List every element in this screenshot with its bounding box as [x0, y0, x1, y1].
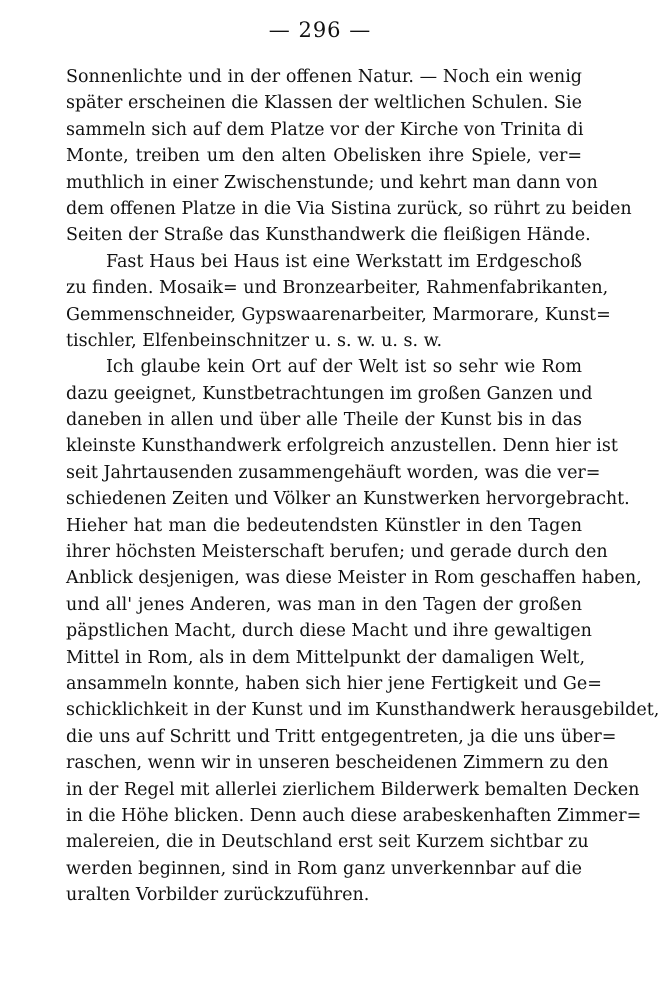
- text-line: Hieher hat man die bedeutendsten Künstler in den Tagen: [66, 515, 582, 536]
- text-line: werden beginnen, sind in Rom ganz unverkennbar auf die: [66, 858, 582, 879]
- text-line: in der Regel mit allerlei zierlichem Bilderwerk bemalten Decken: [66, 779, 640, 800]
- text-line: tischler, Elfenbeinschnitzer u. s. w. u. s. w.: [66, 330, 443, 351]
- paragraph: [66, 249, 611, 355]
- text-line: schiedenen Zeiten und Völker an Kunstwerken hervorgebracht.: [66, 489, 630, 510]
- text-line: sammeln sich auf dem Platze vor der Kirche von Trinita di: [66, 119, 584, 140]
- text-line: zu finden. Mosaik= und Bronzearbeiter, Rahmenfabrikanten,: [66, 278, 609, 299]
- text-line: Anblick desjenigen, was diese Meister in Rom geschaffen haben,: [66, 568, 642, 589]
- paragraph: [66, 64, 632, 249]
- text-line: dazu geeignet, Kunstbetrachtungen im großen Ganzen und: [66, 383, 593, 404]
- text-line: päpstlichen Macht, durch diese Macht und ihre gewaltigen: [66, 621, 592, 642]
- text-line: Seiten der Straße das Kunsthandwerk die fleißigen Hände.: [66, 225, 591, 246]
- text-line: Mittel in Rom, als in dem Mittelpunkt der damaligen Welt,: [66, 647, 586, 668]
- text-line: muthlich in einer Zwischenstunde; und kehrt man dann von: [66, 172, 598, 193]
- text-line: Ich glaube kein Ort auf der Welt ist so sehr wie Rom: [106, 357, 582, 378]
- text-line: dem offenen Platze in die Via Sistina zurück, so rührt zu beiden: [66, 198, 632, 219]
- text-line: raschen, wenn wir in unseren bescheidenen Zimmern zu den: [66, 753, 609, 774]
- page-number: — 296 —: [268, 18, 372, 42]
- text-line: Monte, treiben um den alten Obelisken ihre Spiele, ver=: [66, 146, 582, 167]
- text-line: später erscheinen die Klassen der weltlichen Schulen. Sie: [66, 93, 582, 114]
- text-line: schicklichkeit in der Kunst und im Kunsthandwerk herausgebildet,: [66, 700, 659, 721]
- text-line: ansammeln konnte, haben sich hier jene Fertigkeit und Ge=: [66, 673, 602, 694]
- text-line: Gemmenschneider, Gypswaarenarbeiter, Marmorare, Kunst=: [66, 304, 611, 325]
- text-line: die uns auf Schritt und Tritt entgegentreten, ja die uns über=: [66, 726, 617, 747]
- text-line: Sonnenlichte und in der offenen Natur. — Noch ein wenig: [66, 67, 582, 87]
- text-line: ihrer höchsten Meisterschaft berufen; und gerade durch den: [66, 542, 608, 563]
- text-line: Fast Haus bei Haus ist eine Werkstatt im Erdgeschoß: [106, 251, 582, 272]
- paragraph: [66, 354, 659, 908]
- text-line: kleinste Kunsthandwerk erfolgreich anzustellen. Denn hier ist: [66, 436, 618, 457]
- body-text: [66, 64, 659, 909]
- text-line: und all' jenes Anderen, was man in den Tagen der großen: [66, 594, 582, 615]
- text-line: daneben in allen und über alle Theile der Kunst bis in das: [66, 410, 582, 431]
- text-line: malereien, die in Deutschland erst seit Kurzem sichtbar zu: [66, 832, 589, 853]
- text-line: uralten Vorbilder zurückzuführen.: [66, 885, 370, 906]
- text-line: seit Jahrtausenden zusammengehäuft worden, was die ver=: [66, 462, 601, 483]
- text-line: in die Höhe blicken. Denn auch diese arabeskenhaften Zimmer=: [66, 805, 642, 826]
